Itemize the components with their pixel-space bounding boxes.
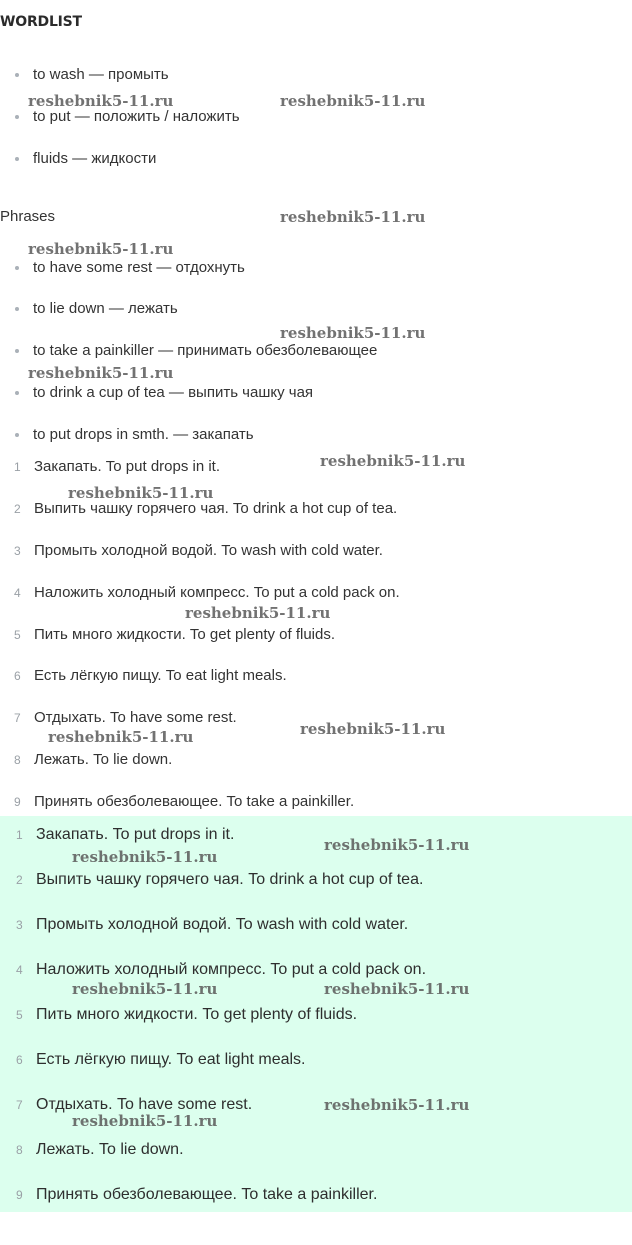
list-item xyxy=(14,584,400,601)
item-text: Пить много жидкости. To get plenty of fluids. xyxy=(34,626,336,643)
item-text: Пить много жидкости. To get plenty of fluids. xyxy=(36,1006,358,1023)
item-text: Закапать. To put drops in it. xyxy=(34,458,221,475)
item-text: Отдыхать. To have some rest. xyxy=(36,1096,253,1113)
watermark: reshebnik5-11.ru xyxy=(300,720,446,738)
list-item-text: to put — положить / наложить xyxy=(33,108,240,125)
watermark: reshebnik5-11.ru xyxy=(320,452,466,470)
list-item xyxy=(14,500,397,517)
item-number: 7 xyxy=(14,711,21,725)
item-text: Есть лёгкую пищу. To eat light meals. xyxy=(36,1051,306,1068)
item-text: Промыть холодной водой. To wash with cold water. xyxy=(34,542,383,559)
item-text: Наложить холодный компресс. To put a cold pack on. xyxy=(36,961,427,978)
watermark: reshebnik5-11.ru xyxy=(324,980,470,998)
item-number: 6 xyxy=(14,669,21,683)
list-item-text: to have some rest — отдохнуть xyxy=(33,259,245,276)
item-number: 8 xyxy=(16,1143,23,1157)
list-item xyxy=(14,626,335,643)
watermark: reshebnik5-11.ru xyxy=(48,728,194,746)
list-item xyxy=(15,342,377,359)
list-item xyxy=(16,1186,377,1204)
item-text: Наложить холодный компресс. To put a cold pack on. xyxy=(34,584,400,601)
item-text: Выпить чашку горячего чая. To drink a hot cup of tea. xyxy=(34,500,398,517)
item-text: Принять обезболевающее. To take a painkiller. xyxy=(36,1186,378,1203)
item-text: Закапать. To put drops in it. xyxy=(36,826,235,843)
list-item xyxy=(15,150,156,167)
item-number: 4 xyxy=(16,963,23,977)
list-item xyxy=(16,916,408,934)
watermark: reshebnik5-11.ru xyxy=(28,92,174,110)
item-number: 9 xyxy=(14,795,21,809)
list-item xyxy=(14,751,172,768)
phrases-heading: Phrases xyxy=(0,208,56,225)
item-number: 9 xyxy=(16,1188,23,1202)
list-item xyxy=(16,1051,305,1069)
item-number: 7 xyxy=(16,1098,23,1112)
list-item xyxy=(15,66,169,83)
item-number: 3 xyxy=(16,918,23,932)
list-item xyxy=(16,871,423,889)
list-item xyxy=(14,542,383,559)
item-number: 2 xyxy=(14,502,21,516)
list-item xyxy=(14,458,220,475)
item-number: 3 xyxy=(14,544,21,558)
list-item xyxy=(15,300,178,317)
watermark: reshebnik5-11.ru xyxy=(28,364,174,382)
list-item xyxy=(14,667,287,684)
watermark: reshebnik5-11.ru xyxy=(324,836,470,854)
item-text: Отдыхать. To have some rest. xyxy=(34,709,237,726)
item-number: 8 xyxy=(14,753,21,767)
list-item-text: to put drops in smth. — закапать xyxy=(33,426,254,443)
list-item xyxy=(14,709,237,726)
item-number: 5 xyxy=(14,628,21,642)
list-item-text: to lie down — лежать xyxy=(33,300,178,317)
list-item xyxy=(16,961,426,979)
watermark: reshebnik5-11.ru xyxy=(68,484,214,502)
watermark: reshebnik5-11.ru xyxy=(185,604,331,622)
item-text: Промыть холодной водой. To wash with cold water. xyxy=(36,916,409,933)
watermark: reshebnik5-11.ru xyxy=(28,240,174,258)
list-item xyxy=(16,826,234,844)
watermark: reshebnik5-11.ru xyxy=(72,980,218,998)
list-item-text: to drink a cup of tea — выпить чашку чая xyxy=(33,384,314,401)
watermark: reshebnik5-11.ru xyxy=(72,1112,218,1130)
watermark: reshebnik5-11.ru xyxy=(72,848,218,866)
wordlist-heading: WORDLIST xyxy=(0,14,82,30)
item-text: Лежать. To lie down. xyxy=(36,1141,184,1158)
item-number: 5 xyxy=(16,1008,23,1022)
item-text: Принять обезболевающее. To take a painkiller. xyxy=(34,793,355,810)
list-item xyxy=(16,1141,184,1159)
list-item xyxy=(15,426,254,443)
list-item xyxy=(16,1006,357,1024)
list-item xyxy=(15,259,245,276)
list-item-text: fluids — жидкости xyxy=(33,150,157,167)
watermark: reshebnik5-11.ru xyxy=(280,92,426,110)
watermark: reshebnik5-11.ru xyxy=(324,1096,470,1114)
item-text: Выпить чашку горячего чая. To drink a hot cup of tea. xyxy=(36,871,424,888)
watermark: reshebnik5-11.ru xyxy=(280,324,426,342)
item-number: 4 xyxy=(14,586,21,600)
item-number: 2 xyxy=(16,873,23,887)
item-number: 1 xyxy=(16,828,23,842)
list-item-text: to take a painkiller — принимать обезболевающее xyxy=(33,342,378,359)
list-item xyxy=(15,108,240,125)
item-text: Есть лёгкую пищу. To eat light meals. xyxy=(34,667,287,684)
watermark: reshebnik5-11.ru xyxy=(280,208,426,226)
list-item xyxy=(15,384,313,401)
list-item-text: to wash — промыть xyxy=(33,66,169,83)
item-number: 1 xyxy=(14,460,21,474)
list-item xyxy=(14,793,354,810)
item-text: Лежать. To lie down. xyxy=(34,751,173,768)
item-number: 6 xyxy=(16,1053,23,1067)
